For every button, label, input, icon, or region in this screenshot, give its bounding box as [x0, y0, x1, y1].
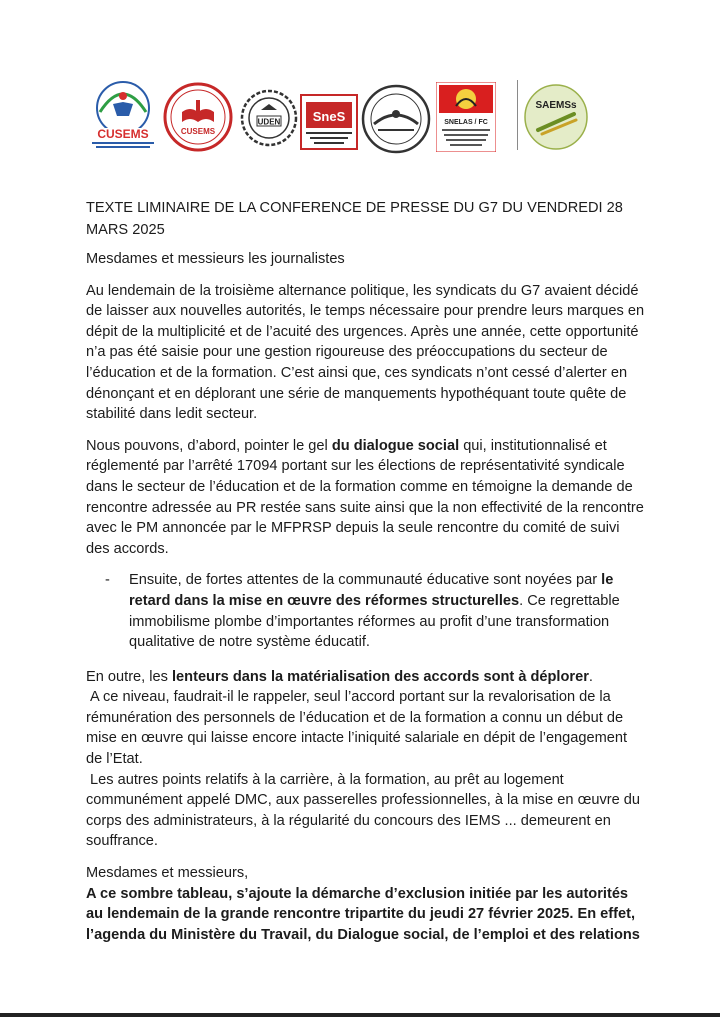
text-run: Ensuite, de fortes attentes de la communauté éducative sont noyées par [129, 572, 602, 589]
text-run: . [588, 668, 593, 685]
bold-text-run: du dialogue social [331, 437, 460, 454]
page-bottom-edge [0, 1013, 720, 1017]
saemss-logo [524, 84, 588, 150]
bullet-dash: - [105, 572, 110, 589]
snelas-fc-logo [436, 82, 496, 152]
text-run: Nous pouvons, d’abord, pointer le gel [86, 437, 332, 454]
uden-logo [240, 86, 298, 150]
paragraph-autres-points: Les autres points relatifs à la carrière, à la formation, au prêt au logement communément appelé DMC, aux passerelles professionnelles, à la mise en œuvre du corps des administrateurs, à la régularité du concours des IEMS ... demeurent en souffrance. [86, 771, 641, 850]
bold-text-run: lenteurs dans la matérialisation des accords sont à déplorer [172, 668, 589, 685]
cusems-logo [86, 80, 160, 152]
cusems-authentique-logo [160, 82, 236, 152]
svg-text:CUSEMS: CUSEMS [97, 127, 149, 141]
emblem-logo [360, 84, 432, 154]
svg-text:SNELAS / FC: SNELAS / FC [444, 119, 488, 126]
svg-text:SAEMSs: SAEMSs [535, 100, 577, 111]
salutation-2: Mesdames et messieurs, [86, 865, 249, 882]
text-run: qui, institutionnalisé et réglementé par l’arrêté 17094 portant sur les élections de représentativité syndicale dans le secteur de l’éducation et de la formation comme en témoigne la demande de rencontre adressée au PR restée sans suite ainsi que la non effectivité de la rencontre avec le PM annoncée par le MFPRSP depuis la seule rencontre du comité de suivi des accords. [86, 437, 644, 557]
svg-text:SneS: SneS [312, 109, 346, 124]
svg-text:UDEN: UDEN [257, 117, 281, 127]
document-body [86, 197, 646, 956]
paragraph-exclusion: A ce sombre tableau, s’ajoute la démarche d’exclusion initiée par les autorités au lendemain de la grande rencontre tripartite du jeudi 27 février 2025. En effet, l’agenda du Ministère du Travail, du Dialogue social, de l’emploi et des relations [86, 885, 640, 943]
paragraph-remuneration: A ce niveau, faudrait-il le rappeler, seul l’accord portant sur la revalorisation de la rémunération des personnels de l’éducation et de la formation a connu un début de mise en œuvre qui laisse encore intacte l’iniquité salariale en dépit de l’engagement de l’Etat. [86, 689, 628, 768]
text-run: En outre, les [86, 668, 172, 685]
text-run: . Ce regrettable immobilisme plombe d’importantes réformes au profit d’une transformation qualitative de notre système éducatif. [129, 592, 620, 651]
paragraph-lenteurs [86, 667, 646, 688]
document-title: TEXTE LIMINAIRE DE LA CONFERENCE DE PRESSE DU G7 DU VENDREDI 28 MARS 2025 [86, 200, 623, 238]
salutation: Mesdames et messieurs les journalistes [86, 251, 345, 267]
logo-divider [517, 80, 518, 150]
paragraph-intro: Au lendemain de la troisième alternance politique, les syndicats du G7 avaient décidé de laisser aux nouvelles autorités, le temps nécessaire pour prendre leurs marques en dépit de la multiplicité et de l’acuité des urgences. Après une année, cette opportunité n’a pas été saisie pour une gestion rigoureuse des préoccupations du secteur de l’éducation et de la formation. C’est ainsi que, ces syndicats n’ont cessé d’alerter en dénonçant et en déplorant une série de manquements hypothéquant toute quête de stabilité dans ledit secteur. [86, 282, 645, 423]
paragraph-dialogue-social [86, 436, 646, 560]
svg-text:CUSEMS: CUSEMS [180, 127, 216, 136]
bullet-item [86, 570, 646, 652]
snes-logo [300, 94, 358, 150]
bold-text-run: le retard dans la mise en œuvre des réformes structurelles [129, 572, 614, 609]
